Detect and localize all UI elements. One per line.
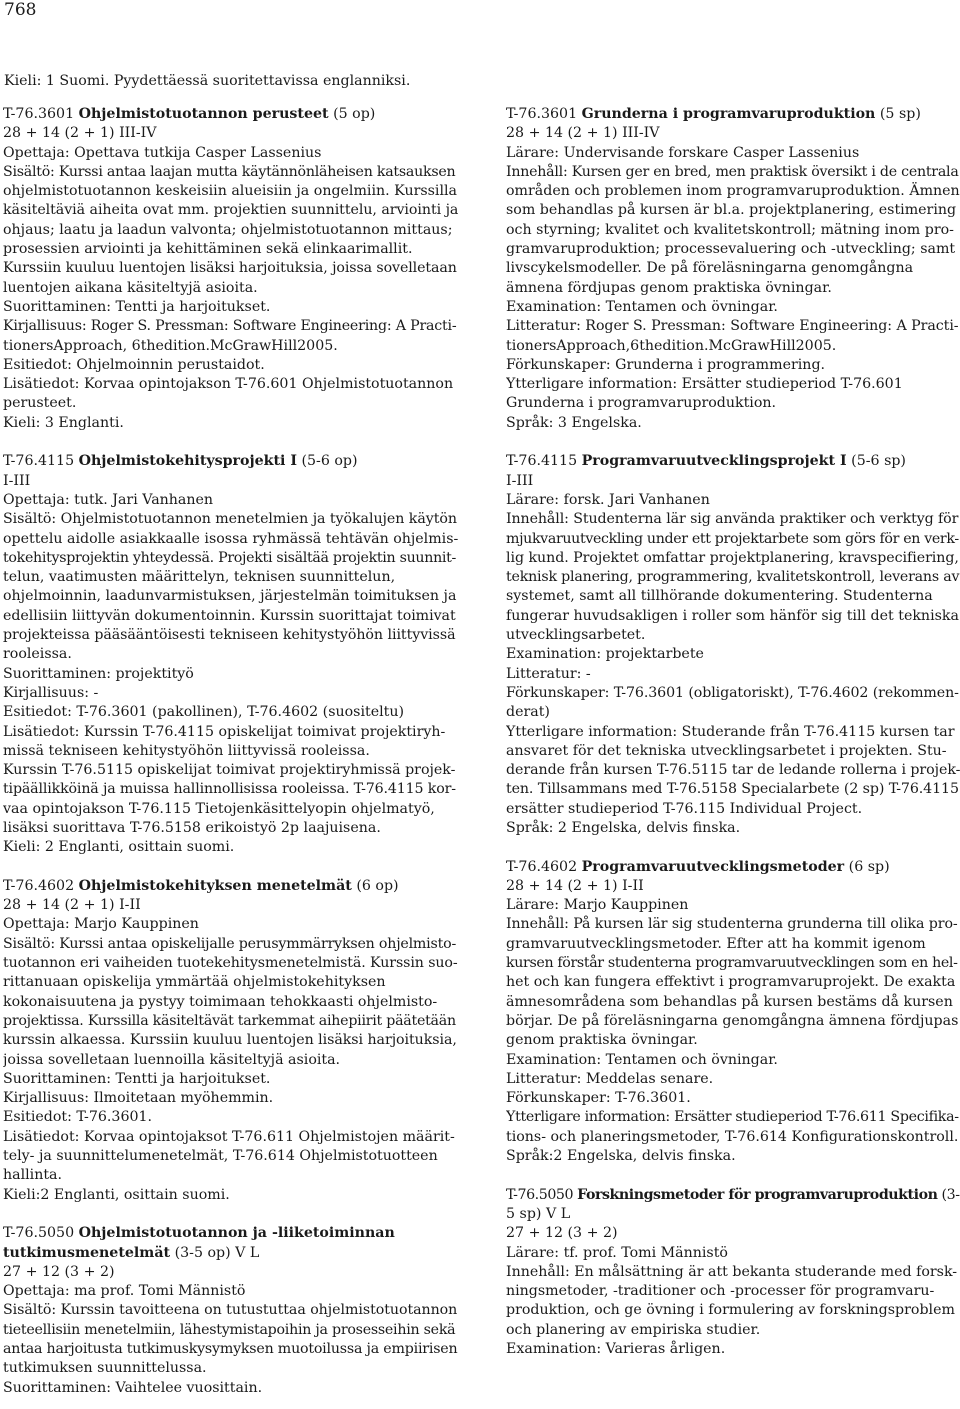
course-entry bbox=[506, 452, 960, 838]
course-text-line: 27 + 12 (3 + 2) bbox=[3, 1263, 115, 1280]
course-text-line: tutkimuksen suunnittelussa. bbox=[3, 1360, 207, 1377]
course-credits: (3-5 op) V L bbox=[174, 1244, 260, 1261]
course-code: T-76.4602 bbox=[3, 877, 75, 894]
course-text-line: utvecklingsarbetet. bbox=[506, 627, 646, 644]
course-heading-line bbox=[506, 452, 960, 471]
course-text-line: Kurssin T-76.5115 opiskelijat toimivat projektiryhmissä projek- bbox=[3, 762, 456, 779]
course-text-line: Opettaja: Marjo Kauppinen bbox=[3, 916, 199, 933]
course-text-line: vaa opintojakson T-76.115 Tietojenkäsittelyopin ohjelmatyö, bbox=[3, 800, 435, 817]
course-text-line: ohjelmistotuotannon keskeisiin alueisiin ja ongelmiin. Kurssilla bbox=[3, 183, 457, 200]
course-text-line: telun, vaatimusten määrittelyn, teknisen suunnittelun, bbox=[3, 569, 396, 586]
course-text-line: Innehåll: Studenterna lär sig använda praktiker och verktyg för bbox=[506, 511, 959, 528]
course-text-line: Examination: Tentamen och övningar. bbox=[506, 1051, 778, 1068]
course-code: T-76.5050 bbox=[3, 1225, 75, 1242]
course-credits: (6 op) bbox=[356, 877, 399, 894]
course-text-line: Opettaja: tutk. Jari Vanhanen bbox=[3, 491, 214, 508]
course-text-line: Ytterligare information: Ersätter studieperiod T-76.611 Specifika- bbox=[506, 1109, 959, 1126]
course-credits: (6 sp) bbox=[848, 858, 890, 875]
course-code: T-76.3601 bbox=[506, 106, 578, 122]
course-text-line: I-III bbox=[3, 472, 31, 489]
course-title: Forskningsmetoder för programvaruproduktion bbox=[577, 1186, 938, 1203]
course-text-line: projektissa. Kurssilla käsiteltävät tarkemmat aihepiirit päätetään bbox=[3, 1012, 456, 1029]
course-heading-line bbox=[506, 858, 960, 877]
course-text-line: Förkunskaper: T-76.3601. bbox=[506, 1090, 691, 1107]
course-code: T-76.4602 bbox=[506, 858, 578, 875]
course-text-line: fungerar huvudsakligen i roller som hänför sig till det tekniska bbox=[506, 607, 959, 624]
course-text-line: Opettaja: ma prof. Tomi Männistö bbox=[3, 1283, 246, 1300]
course-heading-line bbox=[3, 1224, 458, 1243]
course-text-line: tuotannon eri vaiheiden tuotekehitysmenetelmistä. Kurssin suo- bbox=[3, 955, 458, 972]
right-column bbox=[506, 105, 960, 1359]
course-text-line: ersätter studieperiod T-76.115 Individual Project. bbox=[506, 800, 863, 817]
course-text-line: perusteet. bbox=[3, 395, 77, 412]
course-text-line: Språk:2 Engelska, delvis finska. bbox=[506, 1148, 736, 1165]
course-code: T-76.4115 bbox=[506, 453, 578, 470]
course-text-line: Kieli: 2 Englanti, osittain suomi. bbox=[3, 839, 235, 856]
course-text-line: Lisätiedot: Korvaa opintojakson T-76.601 Ohjelmistotuotannon bbox=[3, 376, 454, 393]
course-text-line: 5 sp) V L bbox=[506, 1205, 571, 1222]
course-text-line: I-III bbox=[506, 472, 534, 489]
course-text-line: Innehåll: Kursen ger en bred, men praktisk översikt i de centrala bbox=[506, 163, 959, 180]
course-text-line: hallinta. bbox=[3, 1167, 63, 1184]
course-text-line: Suorittaminen: Vaihtelee vuosittain. bbox=[3, 1379, 263, 1396]
course-entry bbox=[506, 1186, 960, 1360]
course-text-line: derat) bbox=[506, 704, 550, 721]
course-text-line: Examination: Tentamen och övningar. bbox=[506, 298, 778, 315]
course-text-line: tokehitysprojektin yhteydessä. Projekti sisältää projektin suunnit- bbox=[3, 549, 457, 566]
course-text-line: produktion, och ge övning i formulering av forskningsproblem bbox=[506, 1302, 955, 1319]
course-text-line: Kirjallisuus: Ilmoitetaan myöhemmin. bbox=[3, 1090, 274, 1107]
course-text-line: käsiteltäviä aiheita ovat mm. projektien suunnittelu, arviointi ja bbox=[3, 202, 458, 219]
course-text-line: rittanuaan opiskelija ymmärtää ohjelmistokehityksen bbox=[3, 974, 386, 991]
course-text-line: ämnena fördjupas genom praktiska övningar. bbox=[506, 279, 832, 296]
course-text-line: 28 + 14 (2 + 1) III-IV bbox=[506, 125, 660, 142]
course-text-line: 28 + 14 (2 + 1) I-II bbox=[506, 877, 644, 894]
course-heading-line bbox=[506, 1186, 960, 1205]
course-text-line: kurssin alkaessa. Kurssiin kuuluu luentojen lisäksi harjoituksia, bbox=[3, 1032, 457, 1049]
course-text-line: ningsmetoder, -traditioner och -processer för programvaru- bbox=[506, 1283, 935, 1300]
course-text-line: lig kund. Projektet omfattar projektplanering, kravspecifiering, bbox=[506, 549, 959, 566]
course-text-line: Esitiedot: Ohjelmoinnin perustaidot. bbox=[3, 356, 265, 373]
course-title: Ohjelmistotuotannon ja -liiketoiminnan bbox=[78, 1225, 395, 1242]
course-text-line: ohjaus; laatu ja laadun valvonta; ohjelmistotuotannon mittaus; bbox=[3, 221, 453, 238]
course-text-line: Innehåll: På kursen lär sig studenterna grunderna till olika pro- bbox=[506, 916, 958, 933]
page-number: 768 bbox=[4, 0, 37, 20]
left-column bbox=[3, 105, 458, 1398]
course-text-line: livscykelsmodeller. De på föreläsningarna genomgångna bbox=[506, 260, 914, 277]
course-text-line: teknisk planering, programmering, kvalitetskontroll, leverans av bbox=[506, 569, 960, 586]
course-text-line: kursen förstår studenterna programvaruutvecklingen som en hel- bbox=[506, 955, 958, 972]
course-text-line: Kirjallisuus: - bbox=[3, 684, 99, 701]
course-credits: (5 op) bbox=[333, 106, 376, 122]
course-text-line: tely- ja suunnittelumenetelmät, T-76.614 Ohjelmistotuotteen bbox=[3, 1148, 438, 1165]
course-text-line: Examination: projektarbete bbox=[506, 646, 704, 663]
course-credits: (3- bbox=[941, 1186, 960, 1203]
course-text-line: Kurssiin kuuluu luentojen lisäksi harjoituksia, joissa sovelletaan bbox=[3, 260, 457, 277]
course-text-line: Litteratur: - bbox=[506, 665, 591, 682]
course-heading-line bbox=[3, 105, 458, 124]
course-text-line: projekteissa pääsääntöisesti tekniseen kehitystyöhön liittyvissä bbox=[3, 627, 456, 644]
course-text-line: missä tekniseen kehitystyöhön liittyvissä rooleissa. bbox=[3, 742, 370, 759]
course-text-line: och planering av empiriska studier. bbox=[506, 1321, 761, 1338]
course-credits: (5-6 sp) bbox=[851, 453, 906, 470]
course-entry bbox=[3, 452, 458, 857]
course-text-line: ten. Tillsammans med T-76.5158 Specialarbete (2 sp) T-76.4115 bbox=[506, 781, 959, 798]
course-entry bbox=[506, 858, 960, 1167]
course-text-line: Förkunskaper: T-76.3601 (obligatoriskt), T-76.4602 (rekommen- bbox=[506, 684, 959, 701]
course-text-line: luentojen aikana käsiteltyjä asioita. bbox=[3, 279, 258, 296]
course-title: tutkimusmenetelmät bbox=[3, 1244, 171, 1261]
course-text-line: rooleissa. bbox=[3, 646, 72, 663]
course-title: Ohjelmistotuotannon perusteet bbox=[78, 106, 329, 122]
course-title: Grunderna i programvaruproduktion bbox=[581, 106, 876, 122]
course-text-line: Examination: Varieras årligen. bbox=[506, 1341, 726, 1357]
course-text-line: Lärare: Undervisande forskare Casper Lassenius bbox=[506, 144, 860, 161]
course-text-line: Esitiedot: T-76.3601. bbox=[3, 1109, 153, 1126]
course-code: T-76.5050 bbox=[506, 1186, 574, 1203]
course-text-line: Kieli: 3 Englanti. bbox=[3, 414, 124, 431]
course-text-line: Sisältö: Kurssi antaa opiskelijalle perusymmärryksen ohjelmisto- bbox=[3, 935, 457, 952]
course-text-line: Opettaja: Opettava tutkija Casper Lassenius bbox=[3, 144, 322, 161]
course-text-line: 28 + 14 (2 + 1) III-IV bbox=[3, 125, 157, 142]
course-text-line: Suorittaminen: Tentti ja harjoitukset. bbox=[3, 1070, 271, 1087]
course-text-line: Grunderna i programvaruproduktion. bbox=[506, 395, 777, 412]
course-entry bbox=[506, 105, 960, 433]
course-text-line: ämnesområdena som behandlas på kursen bestäms då kursen bbox=[506, 993, 953, 1010]
course-text-line: tions- och planeringsmetoder, T-76.614 Konfigurationskontroll. bbox=[506, 1128, 959, 1145]
course-text-line: mjukvaruutveckling under ett projektarbete som görs för en verk- bbox=[506, 530, 959, 547]
course-title: Ohjelmistokehityksen menetelmät bbox=[78, 877, 352, 894]
course-text-line: Sisältö: Kurssin tavoitteena on tutustuttaa ohjelmistotuotannon bbox=[3, 1302, 458, 1319]
course-text-line: Innehåll: En målsättning är att bekanta studerande med forsk- bbox=[506, 1263, 958, 1280]
course-text-line: gramvaruutvecklingsmetoder. Efter att ha kommit igenom bbox=[506, 935, 926, 952]
course-credits: (5-6 op) bbox=[301, 453, 358, 470]
course-text-line: derande från kursen T-76.5115 tar de ledande rollerna i projek- bbox=[506, 762, 960, 779]
course-text-line: och styrning; kvalitet och kvalitetskontroll; mätning inom pro- bbox=[506, 221, 954, 238]
course-code: T-76.4115 bbox=[3, 453, 75, 470]
course-title: Ohjelmistokehitysprojekti I bbox=[78, 453, 297, 470]
course-text-line: kokonaisuutena ja pystyy toimimaan tehokkaasti ohjelmisto- bbox=[3, 993, 438, 1010]
course-text-line: 27 + 12 (3 + 2) bbox=[506, 1225, 618, 1242]
course-text-line: Kieli:2 Englanti, osittain suomi. bbox=[3, 1186, 230, 1203]
course-text-line: Ytterligare information: Ersätter studieperiod T-76.601 bbox=[506, 376, 903, 393]
course-text-line: Lärare: forsk. Jari Vanhanen bbox=[506, 491, 710, 508]
course-text-line: genom praktiska övningar. bbox=[506, 1032, 698, 1049]
course-code: T-76.3601 bbox=[3, 106, 75, 122]
course-heading-line bbox=[3, 1244, 458, 1263]
course-text-line: Sisältö: Ohjelmistotuotannon menetelmien ja työkalujen käytön bbox=[3, 511, 457, 528]
course-text-line: tionersApproach, 6thedition.McGrawHill2005. bbox=[3, 337, 338, 354]
course-text-line: Lärare: tf. prof. Tomi Männistö bbox=[506, 1244, 728, 1261]
course-text-line: ohjelmoinnin, laadunvarmistuksen, järjestelmän toimituksen ja bbox=[3, 588, 457, 605]
course-text-line: tipäällikköinä ja muissa hallinnollisissa rooleissa. T-76.4115 kor- bbox=[3, 781, 456, 798]
course-text-line: prosessien arviointi ja kehittäminen sekä elinkaarimallit. bbox=[3, 241, 413, 258]
course-text-line: Litteratur: Meddelas senare. bbox=[506, 1070, 714, 1087]
course-title: Programvaruutvecklingsprojekt I bbox=[581, 453, 847, 470]
course-text-line: Kirjallisuus: Roger S. Pressman: Software Engineering: A Practi- bbox=[3, 318, 457, 335]
course-text-line: ansvaret för det tekniska utvecklingsarbetet i projekten. Stu- bbox=[506, 742, 947, 759]
course-text-line: Lärare: Marjo Kauppinen bbox=[506, 897, 689, 914]
course-text-line: som behandlas på kursen är bl.a. projektplanering, estimering bbox=[506, 202, 957, 219]
course-text-line: het och kan fungera effektivt i programvaruprojekt. De exakta bbox=[506, 974, 956, 991]
language-note: Kieli: 1 Suomi. Pyydettäessä suoritettavissa englanniksi. bbox=[4, 73, 411, 89]
course-text-line: Ytterligare information: Studerande från T-76.4115 kursen tar bbox=[506, 723, 955, 740]
course-text-line: joissa sovelletaan luennoilla käsiteltyjä asioita. bbox=[3, 1051, 341, 1068]
course-text-line: börjar. De på föreläsningarna genomgångna ämnena fördjupas bbox=[506, 1012, 959, 1029]
course-text-line: gramvaruproduktion; processevaluering och -utveckling; samt bbox=[506, 241, 956, 258]
course-text-line: antaa harjoitusta tutkimuskysymyksen muotoilussa ja empiirisen bbox=[3, 1341, 458, 1357]
course-text-line: Förkunskaper: Grunderna i programmering. bbox=[506, 356, 826, 373]
course-text-line: lisäksi suorittava T-76.5158 erikoistyö 2p laajuisena. bbox=[3, 819, 381, 836]
course-entry bbox=[3, 877, 458, 1205]
course-text-line: 28 + 14 (2 + 1) I-II bbox=[3, 897, 141, 914]
course-text-line: edellisiin liittyvän dokumentoinnin. Kurssin suorittajat toimivat bbox=[3, 607, 456, 624]
course-text-line: tionersApproach,6thedition.McGrawHill2005. bbox=[506, 337, 837, 354]
course-text-line: systemet, samt all tillhörande dokumentering. Studenterna bbox=[506, 588, 933, 605]
course-text-line: Lisätiedot: Korvaa opintojaksot T-76.611 Ohjelmistojen määrit- bbox=[3, 1128, 455, 1145]
course-text-line: Sisältö: Kurssi antaa laajan mutta käytännönläheisen katsauksen bbox=[3, 163, 456, 180]
course-heading-line bbox=[3, 877, 458, 896]
course-credits: (5 sp) bbox=[879, 106, 921, 122]
course-text-line: Esitiedot: T-76.3601 (pakollinen), T-76.4602 (suositeltu) bbox=[3, 704, 405, 721]
course-text-line: Suorittaminen: Tentti ja harjoitukset. bbox=[3, 298, 271, 315]
course-entry bbox=[3, 105, 458, 433]
course-text-line: Litteratur: Roger S. Pressman: Software Engineering: A Practi- bbox=[506, 318, 959, 335]
course-text-line: opettelu aidolle asiakkaalle isossa ryhmässä tehtävän ohjelmis- bbox=[3, 530, 458, 547]
course-text-line: tieteellisiin menetelmiin, lähestymistapoihin ja prosesseihin sekä bbox=[3, 1321, 456, 1338]
course-text-line: Suorittaminen: projektityö bbox=[3, 665, 194, 682]
course-text-line: områden och problemen inom programvaruproduktion. Ämnen bbox=[506, 183, 960, 200]
course-heading-line bbox=[506, 105, 960, 124]
course-text-line: Språk: 2 Engelska, delvis finska. bbox=[506, 819, 741, 836]
course-entry bbox=[3, 1224, 458, 1398]
course-text-line: Språk: 3 Engelska. bbox=[506, 414, 642, 431]
course-text-line: Lisätiedot: Kurssin T-76.4115 opiskelijat toimivat projektiryh- bbox=[3, 723, 446, 740]
course-title: Programvaruutvecklingsmetoder bbox=[581, 858, 845, 875]
course-heading-line bbox=[3, 452, 458, 471]
